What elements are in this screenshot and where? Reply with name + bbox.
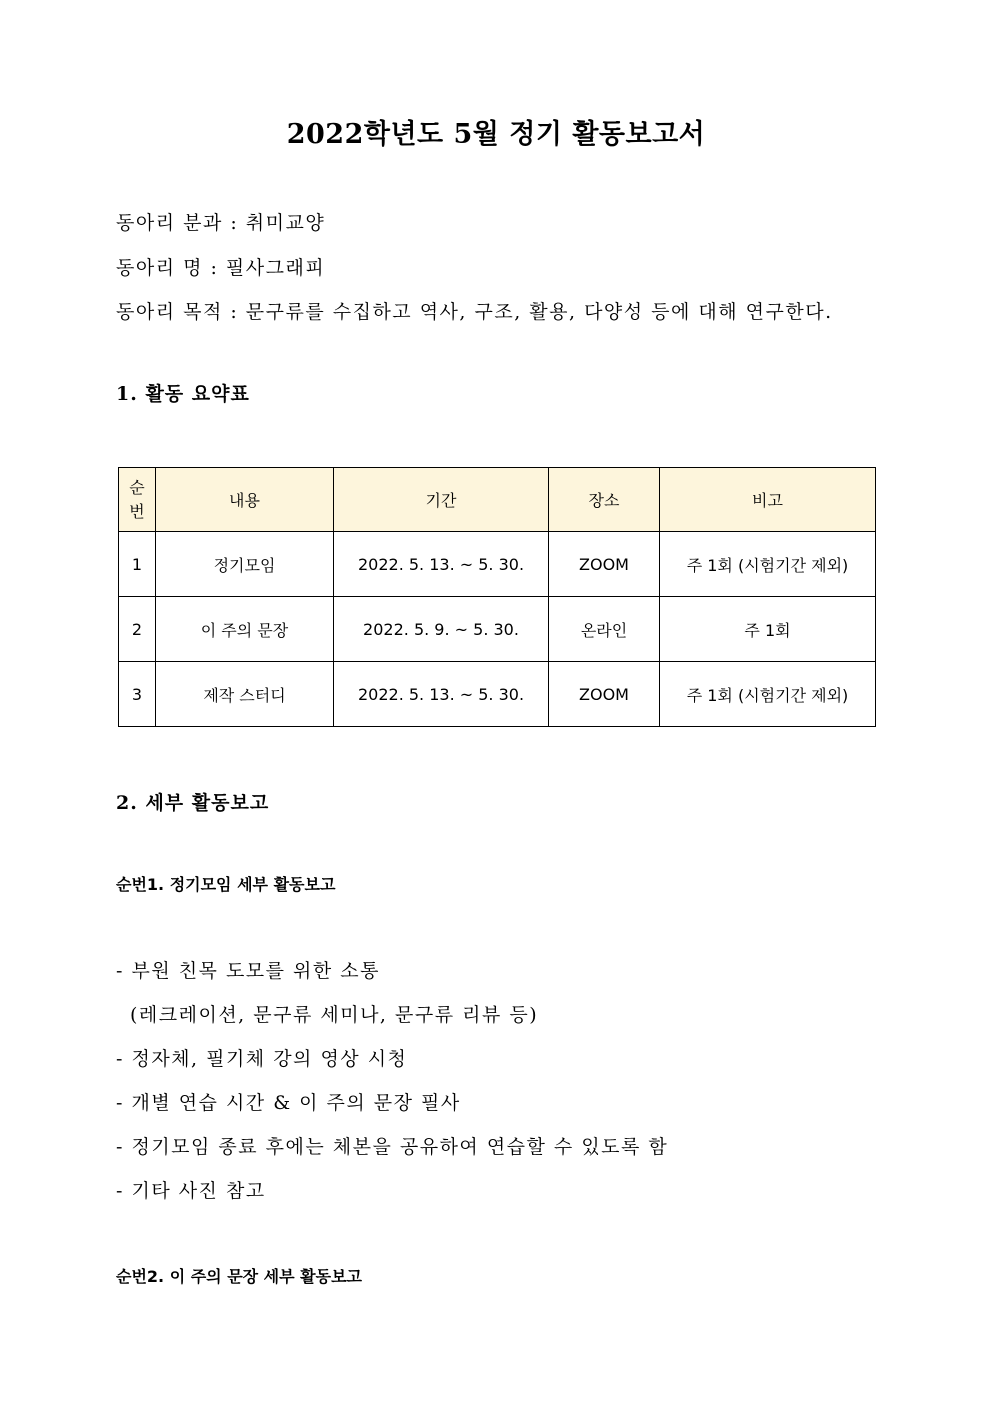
table-row — [119, 532, 876, 597]
cell-period: 2022. 5. 9. ~ 5. 30. — [334, 597, 549, 662]
club-name: 동아리 명 : 필사그래피 — [116, 257, 326, 279]
club-purpose: 동아리 목적 : 문구류를 수집하고 역사, 구조, 활용, 다양성 등에 대해 연구한다. — [116, 301, 833, 323]
section-1-heading: 1. 활동 요약표 — [116, 383, 250, 405]
report-title: 2022학년도 5월 정기 활동보고서 — [286, 119, 706, 150]
activity-item: - 정자체, 필기체 강의 영상 시청 — [116, 1048, 408, 1070]
club-division: 동아리 분과 : 취미교양 — [116, 212, 326, 234]
table-row — [119, 662, 876, 727]
cell-content: 이 주의 문장 — [156, 597, 334, 662]
table-header-row — [119, 468, 876, 532]
cell-place: ZOOM — [549, 532, 660, 597]
header-period: 기간 — [334, 468, 549, 532]
header-content: 내용 — [156, 468, 334, 532]
activity-item: - 정기모임 종료 후에는 체본을 공유하여 연습할 수 있도록 함 — [116, 1136, 669, 1158]
activity-summary-table — [118, 467, 876, 727]
cell-content: 제작 스터디 — [156, 662, 334, 727]
cell-seq: 1 — [119, 532, 156, 597]
cell-note: 주 1회 (시험기간 제외) — [660, 662, 876, 727]
cell-period: 2022. 5. 13. ~ 5. 30. — [334, 662, 549, 727]
cell-period: 2022. 5. 13. ~ 5. 30. — [334, 532, 549, 597]
cell-seq: 3 — [119, 662, 156, 727]
subsection-2-heading: 순번2. 이 주의 문장 세부 활동보고 — [116, 1267, 362, 1286]
cell-note: 주 1회 — [660, 597, 876, 662]
header-seq-line2: 번 — [129, 501, 145, 521]
header-note: 비고 — [660, 468, 876, 532]
cell-content: 정기모임 — [156, 532, 334, 597]
activity-item: - 부원 친목 도모를 위한 소통 — [116, 960, 381, 982]
cell-place: ZOOM — [549, 662, 660, 727]
cell-note: 주 1회 (시험기간 제외) — [660, 532, 876, 597]
cell-seq: 2 — [119, 597, 156, 662]
cell-place: 온라인 — [549, 597, 660, 662]
header-seq — [119, 468, 156, 532]
section-2-heading: 2. 세부 활동보고 — [116, 792, 270, 814]
header-place: 장소 — [549, 468, 660, 532]
table-row — [119, 597, 876, 662]
header-seq-line1: 순 — [129, 477, 145, 497]
activity-item-detail: (레크레이션, 문구류 세미나, 문구류 리뷰 등) — [130, 1004, 539, 1026]
activity-item: - 기타 사진 참고 — [116, 1180, 266, 1202]
activity-item: - 개별 연습 시간 & 이 주의 문장 필사 — [116, 1092, 461, 1114]
subsection-1-heading: 순번1. 정기모임 세부 활동보고 — [116, 875, 336, 894]
